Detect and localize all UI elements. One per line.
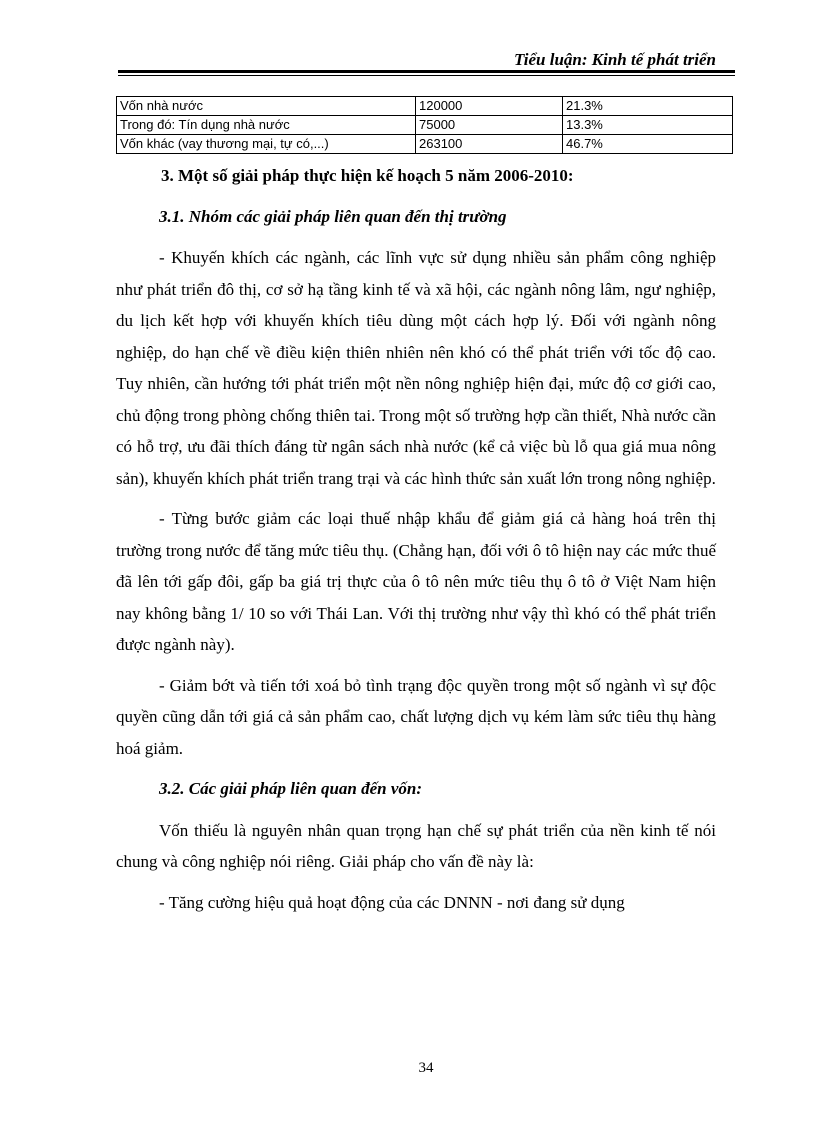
header-rule-thick — [118, 70, 735, 73]
document-body — [116, 160, 716, 927]
paragraph: - Từng bước giảm các loại thuế nhập khẩu để giảm giá cả hàng hoá trên thị trường trong nước để tăng mức tiêu thụ. (Chẳng hạn, đối với ô tô hiện nay các mức thuế đã lên tới gấp đôi, gấp ba giá trị thực của ô tô nên mức tiêu thụ ô tô ở Việt Nam hiện nay không bằng 1/ 10 so với Thái Lan. Với thị trường như vậy thì khó có thể phát triển được ngành này). — [116, 509, 716, 654]
section-3-2-heading: 3.2. Các giải pháp liên quan đến vốn: — [159, 779, 423, 798]
table-cell: 120000 — [416, 97, 563, 116]
page-number: 34 — [418, 1060, 434, 1076]
table-cell: 75000 — [416, 116, 563, 135]
table-cell: 13.3% — [563, 116, 733, 135]
paragraph: - Tăng cường hiệu quả hoạt động của các DNNN - nơi đang sử dụng — [159, 892, 625, 912]
table-row — [117, 135, 733, 154]
paragraph: Vốn thiếu là nguyên nhân quan trọng hạn chế sự phát triển của nền kinh tế nói chung và công nghiệp nói riêng. Giải pháp cho vấn đề này là: — [116, 820, 716, 871]
header-rule-thin — [118, 75, 735, 76]
table-cell: Vốn khác (vay thương mại, tự có,...) — [117, 135, 416, 154]
table-cell: Vốn nhà nước — [117, 97, 416, 116]
table-row — [117, 97, 733, 116]
table-cell: 21.3% — [563, 97, 733, 116]
section-3-heading: 3. Một số giải pháp thực hiện kế hoạch 5 năm 2006-2010: — [161, 166, 574, 185]
table-cell: 263100 — [416, 135, 563, 154]
table-cell: 46.7% — [563, 135, 733, 154]
paragraph: - Khuyến khích các ngành, các lĩnh vực sử dụng nhiều sản phẩm công nghiệp như phát triển đô thị, cơ sở hạ tầng kinh tế và xã hội, các ngành nông lâm, ngư nghiệp, du lịch kết hợp với khuyến khích tiêu dùng một cách hợp lý. Đối với ngành nông nghiệp, do hạn chế về điều kiện thiên nhiên nên khó có thể phát triển với tốc độ cao. Tuy nhiên, cần hướng tới phát triển một nền nông nghiệp hiện đại, mức độ cơ giới cao, chủ động trong phòng chống thiên tai. Trong một số trường hợp cần thiết, Nhà nước cần có hỗ trợ, ưu đãi thích đáng từ ngân sách nhà nước (kể cả việc bù lỗ qua giá mua nông sản), khuyến khích phát triển trang trại và các hình thức sản xuất lớn trong nông nghiệp. — [116, 248, 716, 488]
document-title: Tiểu luận: Kinh tế phát triển — [514, 50, 716, 69]
table-cell: Trong đó: Tín dụng nhà nước — [117, 116, 416, 135]
table-row — [117, 116, 733, 135]
section-3-1-heading: 3.1. Nhóm các giải pháp liên quan đến thị trường — [159, 206, 507, 226]
paragraph: - Giảm bớt và tiến tới xoá bỏ tình trạng độc quyền trong một số ngành vì sự độc quyền cũng dẫn tới giá cả sản phẩm cao, chất lượng dịch vụ kém làm sức tiêu thụ hàng hoá giảm. — [116, 675, 716, 758]
capital-table — [116, 96, 733, 154]
